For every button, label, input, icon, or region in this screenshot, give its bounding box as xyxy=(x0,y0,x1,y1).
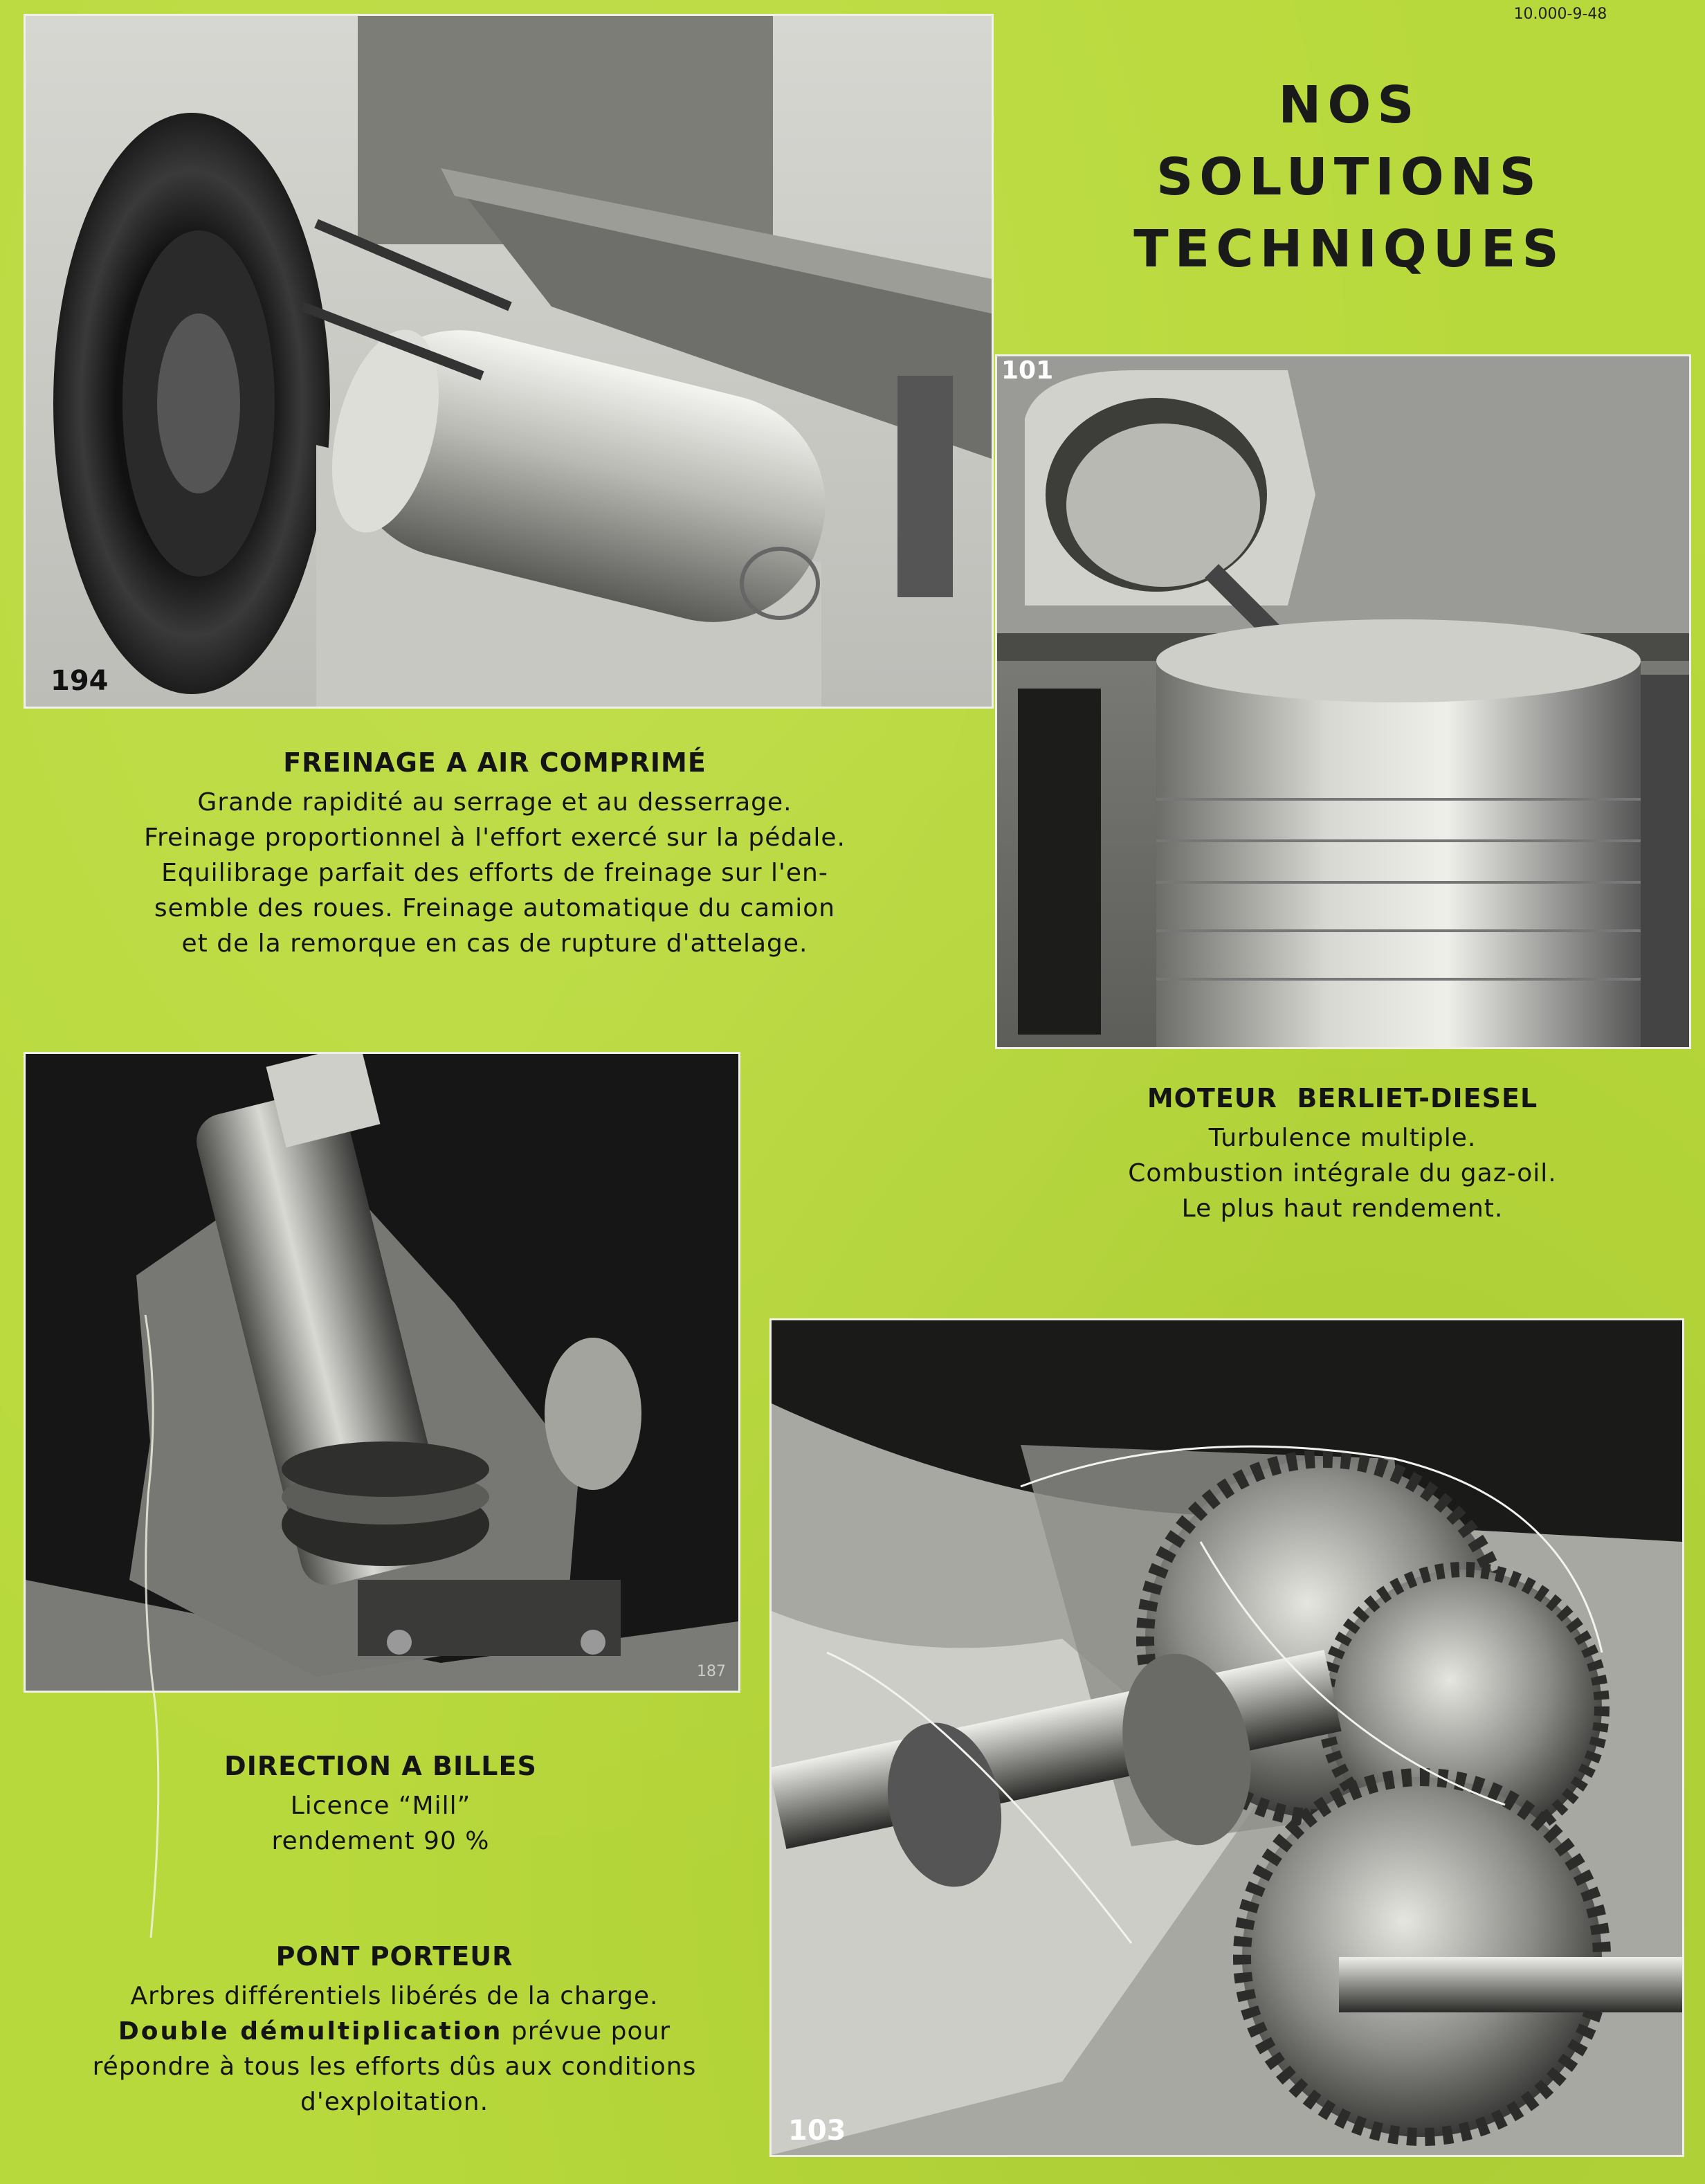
caption-air-brake-line: Freinage proportionnel à l'effort exercé sur la pédale. xyxy=(144,823,846,852)
caption-diesel-engine-line: Turbulence multiple. xyxy=(1208,1124,1477,1152)
photo-number-194: 194 xyxy=(51,665,109,697)
diesel-piston-illustration xyxy=(997,356,1689,1047)
steering-box-illustration xyxy=(26,1054,738,1691)
caption-air-brake-title: FREINAGE A AIR COMPRIMÉ xyxy=(283,747,706,778)
page-title xyxy=(1107,69,1592,285)
axle-gears-illustration xyxy=(772,1320,1682,2155)
caption-diesel-engine xyxy=(1038,1083,1647,1226)
title-line-3: TECHNIQUES xyxy=(1133,219,1565,279)
caption-carrying-axle-emphasis: Double démultiplication xyxy=(118,2017,503,2046)
photo-number-187: 187 xyxy=(697,1663,726,1680)
caption-air-brake-line: semble des roues. Freinage automatique du camion xyxy=(154,894,836,922)
photo-carrying-axle xyxy=(769,1318,1684,2157)
caption-ball-steering-line: rendement 90 % xyxy=(271,1827,490,1855)
caption-air-brake-line: et de la remorque en cas de rupture d'attelage. xyxy=(181,929,808,958)
photo-ball-steering xyxy=(24,1052,740,1693)
caption-carrying-axle-line-rest: prévue pour xyxy=(502,2017,671,2046)
title-line-1: NOS xyxy=(1278,75,1421,135)
photo-air-brake-chassis xyxy=(24,14,994,709)
caption-diesel-engine-line: Combustion intégrale du gaz-oil. xyxy=(1128,1159,1557,1187)
caption-air-brake xyxy=(104,747,886,961)
photo-diesel-engine xyxy=(995,354,1691,1049)
print-code: 10.000-9-48 xyxy=(1513,6,1607,23)
caption-ball-steering-title: DIRECTION A BILLES xyxy=(224,1751,537,1781)
caption-ball-steering xyxy=(138,1751,623,1859)
caption-carrying-axle-line: Arbres différentiels libérés de la charge. xyxy=(130,1982,659,2010)
caption-carrying-axle-line: répondre à tous les efforts dûs aux conditions xyxy=(92,2053,697,2081)
caption-air-brake-line: Grande rapidité au serrage et au desserrage. xyxy=(197,788,792,817)
caption-diesel-engine-title: MOTEUR BERLIET-DIESEL xyxy=(1147,1083,1538,1113)
caption-diesel-engine-line: Le plus haut rendement. xyxy=(1181,1194,1504,1223)
air-brake-illustration xyxy=(26,16,992,707)
paper-crease xyxy=(138,1315,166,1938)
caption-carrying-axle xyxy=(35,1941,754,2120)
caption-carrying-axle-line xyxy=(35,2014,754,2049)
photo-number-101: 101 xyxy=(1001,356,1054,385)
caption-carrying-axle-title: PONT PORTEUR xyxy=(275,1941,513,1972)
caption-ball-steering-line: Licence “Mill” xyxy=(290,1792,471,1820)
caption-carrying-axle-line: d'exploitation. xyxy=(300,2088,489,2116)
photo-number-103: 103 xyxy=(788,2115,846,2147)
caption-air-brake-line: Equilibrage parfait des efforts de freinage sur l'en- xyxy=(161,859,828,887)
title-line-2: SOLUTIONS xyxy=(1156,147,1542,207)
